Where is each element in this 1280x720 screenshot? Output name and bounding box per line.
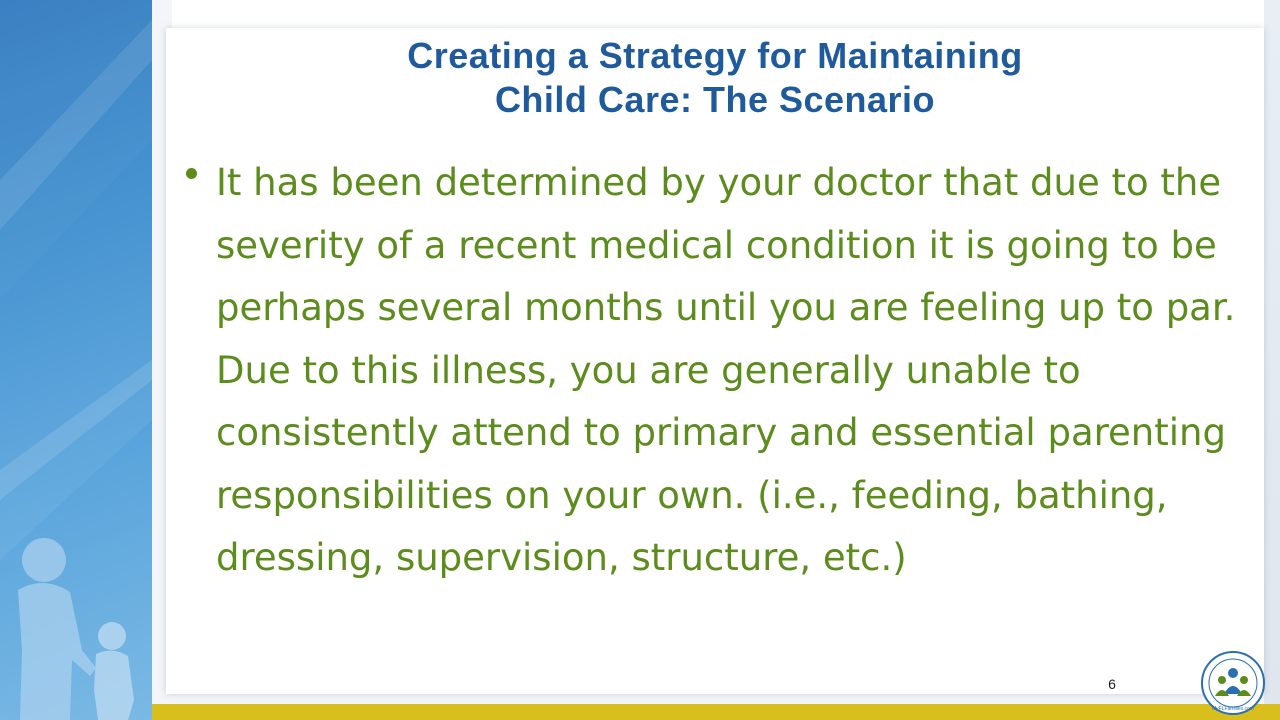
- slide-title-line-1: Creating a Strategy for Maintaining: [407, 35, 1023, 76]
- florida-dcf-seal-icon: [1200, 650, 1266, 716]
- page-number: 6: [1108, 676, 1116, 692]
- top-tab-decoration: [172, 0, 1264, 28]
- parent-child-silhouette-icon: [0, 0, 152, 720]
- slide-title: [166, 34, 1264, 122]
- left-decorative-panel: [0, 0, 152, 720]
- bottom-accent-bar: [152, 704, 1280, 720]
- logo-caption: MyFLFamilies.com: [1212, 706, 1254, 712]
- bullet-list: [186, 152, 1242, 590]
- slide-title-line-2: Child Care: The Scenario: [494, 79, 936, 120]
- bullet-dot-icon: [186, 168, 197, 179]
- right-edge-strip: [1264, 0, 1280, 720]
- bullet-item: It has been determined by your doctor that due to the severity of a recent medical condition it is going to be perhaps several months until you are feeling up to par. Due to this illness, you are generally unable to consistently attend to primary and essential parenting responsibilities on your own. (i.e., feeding, bathing, dressing, supervision, structure, etc.): [216, 161, 1236, 579]
